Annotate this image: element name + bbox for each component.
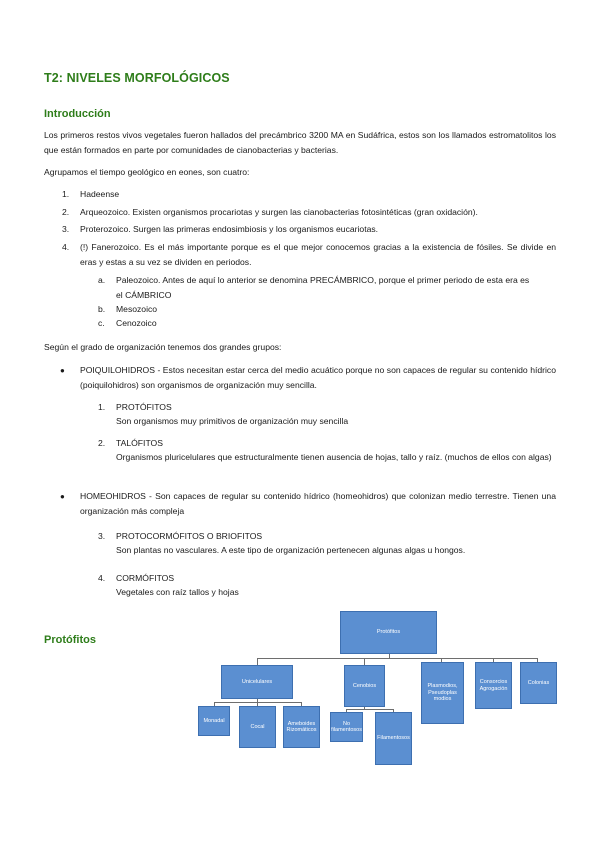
eon-item-arqueozoico: Arqueozoico. Existen organismos procariotas y surgen las cianobacterias fotosintéticas (gran oxidación). (80, 207, 478, 217)
protofitos-title: PROTÓFITOS (116, 402, 172, 412)
era-letter: a. (98, 275, 106, 285)
group-item-number: 3. (98, 531, 106, 541)
page-title: T2: NIVELES MORFOLÓGICOS (44, 71, 230, 85)
diagram-node-consorcios: Consorcios Agrogación (475, 662, 512, 709)
eon-item-proterozoico: Proterozoico. Surgen las primeras endosimbiosis y los organismos eucariotas. (80, 224, 379, 234)
eon-number: 3. (62, 224, 70, 234)
intro-paragraph: Los primeros restos vivos vegetales fueron hallados del precámbrico 3200 MA en Sudáfrica, estos son los llamados estromatolitos los que están formados en parte por comunidades de cianobacterias y bacterias. (44, 130, 556, 155)
protocormofitos-title: PROTOCORMÓFITOS O BRIOFITOS (116, 531, 263, 541)
cormofitos-desc: Vegetales con raíz tallos y hojas (116, 587, 239, 597)
group-item-number: 2. (98, 438, 106, 448)
era-letter: c. (98, 318, 105, 328)
intro-heading: Introducción (44, 108, 111, 120)
diagram-node-ameboides: Ameboides Rizomáticos (283, 706, 320, 748)
diagram-node-colonias: Colonias (520, 662, 557, 704)
talofitos-desc: Organismos pluricelulares que estructuralmente tienen ausencia de hojas, tallo y raíz. (muchos de ellos con algas) (116, 452, 552, 462)
group-item-number: 4. (98, 573, 106, 583)
diagram-node-no-filamentosos: No filamentosos (330, 712, 363, 742)
cormofitos-title: CORMÓFITOS (116, 573, 175, 583)
poiquilohidros-text: POIQUILOHIDROS - Estos necesitan estar cerca del medio acuático porque no son capaces de regular su contenido hídrico (poiquilohidros) son organismos de organización muy sencilla. (80, 365, 556, 390)
diagram-node-filamentosos: Filamentosos (375, 712, 412, 765)
protofitos-desc: Son organismos muy primitivos de organización muy sencilla (116, 416, 349, 426)
bullet-dot: ● (60, 366, 65, 375)
group-item-number: 1. (98, 402, 106, 412)
groups-lead: Según el grado de organización tenemos dos grandes grupos: (44, 342, 282, 352)
protocormofitos-desc: Son plantas no vasculares. A este tipo de organización pertenecen algunas algas u hongos. (116, 545, 466, 555)
connector-line (257, 658, 538, 659)
diagram-node-cocal: Cocal (239, 706, 276, 748)
diagram-node-protofitos: Protófitos (340, 611, 437, 654)
diagram-node-cenobios: Cenobios (344, 665, 385, 707)
eon-number: 4. (62, 242, 70, 252)
diagram-node-monadal: Monadal (198, 706, 230, 736)
diagram-node-plasmodios: Plasmodios, Pseudoplas modios (421, 662, 464, 724)
era-letter: b. (98, 304, 106, 314)
bullet-dot: ● (60, 492, 65, 501)
diagram-node-unicelulares: Unicelulares (221, 665, 293, 699)
eons-lead: Agrupamos el tiempo geológico en eones, son cuatro: (44, 167, 250, 177)
connector-line (214, 702, 302, 703)
eon-number: 1. (62, 189, 70, 199)
era-item-cenozoico: Cenozoico (116, 318, 157, 328)
talofitos-title: TALÓFITOS (116, 438, 163, 448)
era-item-paleozoico: Paleozoico. Antes de aquí lo anterior se denomina PRECÁMBRICO, porque el primer periodo de esta era es el CÁMBRICO (116, 275, 530, 300)
homeohidros-text: HOMEOHIDROS - Son capaces de regular su contenido hídrico (homeohidros) que colonizan medio terrestre. Tienen una organización más compleja (80, 491, 556, 516)
eon-item-fanerozoico: (!) Fanerozoico. Es el más importante porque es el que mejor conocemos gracias a la existencia de fósiles. Se divide en eras y estas a su vez se dividen en periodos. (80, 242, 556, 267)
eon-number: 2. (62, 207, 70, 217)
eon-item-hadeense: Hadeense (80, 189, 120, 199)
connector-line (346, 709, 394, 710)
protofitos-heading: Protófitos (44, 634, 96, 646)
era-item-mesozoico: Mesozoico (116, 304, 158, 314)
